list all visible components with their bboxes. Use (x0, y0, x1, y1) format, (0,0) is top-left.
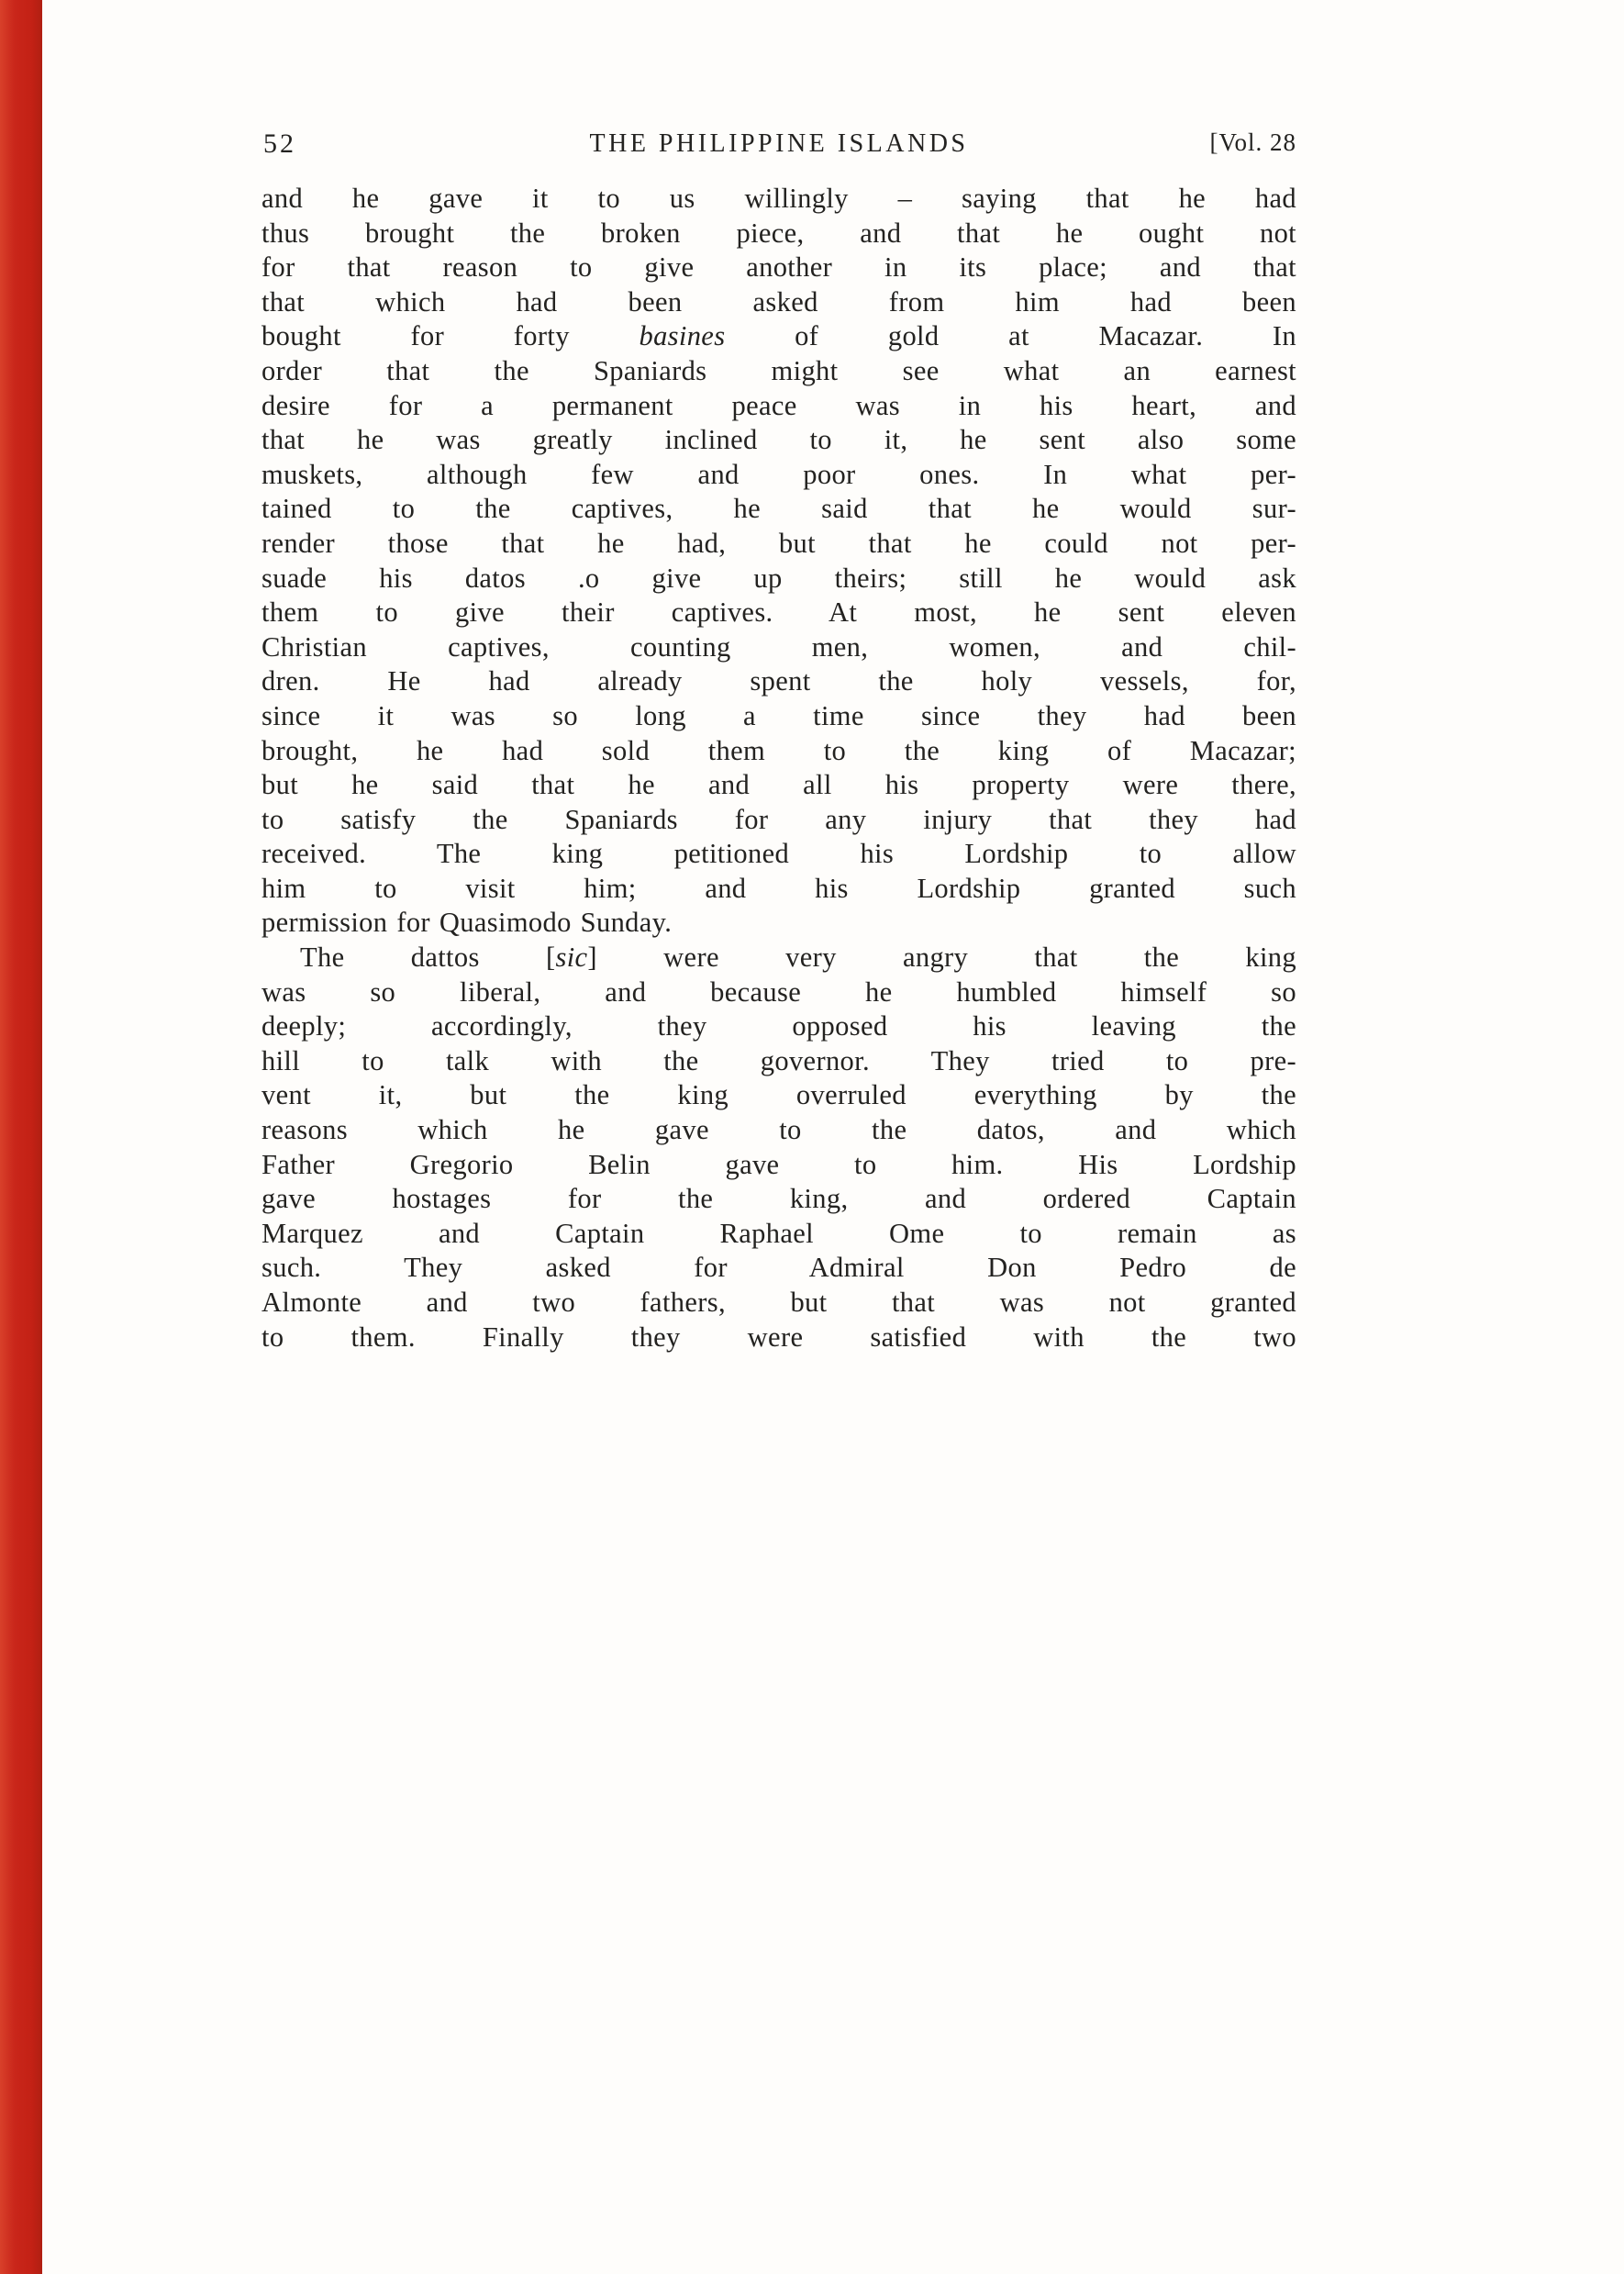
text-line: dren. He had already spent the holy vessels, for, (261, 665, 1296, 697)
text-segment: ] were very angry that the king (587, 942, 1297, 974)
text-line: was so liberal, and because he humbled himself so (261, 975, 1296, 1008)
text-line: them to give their captives. At most, he sent eleven (261, 596, 1296, 629)
text-line: such. They asked for Admiral Don Pedro de (261, 1252, 1296, 1284)
text-line (261, 941, 1296, 975)
text-line: muskets, although few and poor ones. In what per- (261, 458, 1296, 490)
text-line: permission for Quasimodo Sunday. (261, 907, 673, 939)
paragraph-2 (261, 941, 1296, 1354)
text-line: that he was greatly inclined to it, he sent also some (261, 424, 1296, 456)
text-line: suade his datos .o give up theirs; still he would ask (261, 562, 1296, 594)
volume-label: [Vol. 28 (1209, 128, 1296, 156)
text-line: him to visit him; and his Lordship granted such (261, 872, 1296, 904)
page-header (261, 128, 1296, 162)
italic-word: sic (555, 942, 588, 974)
text-line: to them. Finally they were satisfied with the two (261, 1321, 1296, 1353)
italic-word: basines (639, 320, 726, 352)
text-line: received. The king petitioned his Lordship to allow (261, 838, 1296, 870)
text-line: Almonte and two fathers, but that was not granted (261, 1287, 1296, 1318)
text-line: Father Gregorio Belin gave to him. His Lordship (261, 1148, 1296, 1180)
text-line: and he gave it to us willingly – saying that he had (261, 183, 1296, 214)
text-line: order that the Spaniards might see what an earnest (261, 354, 1296, 386)
text-line: Marquez and Captain Raphael Ome to remain as (261, 1217, 1296, 1249)
text-line: but he said that he and all his property were there, (261, 769, 1296, 801)
text-line: for that reason to give another in its place; and that (261, 251, 1296, 284)
paragraph-1 (261, 182, 1296, 941)
running-title: THE PHILIPPINE ISLANDS (589, 129, 969, 158)
text-line: render those that he had, but that he could not per- (261, 527, 1296, 559)
text-line: to satisfy the Spaniards for any injury that they had (261, 803, 1296, 835)
text-line: gave hostages for the king, and ordered Captain (261, 1183, 1296, 1215)
text-line: that which had been asked from him had been (261, 285, 1296, 318)
text-line (261, 319, 1296, 354)
text-line: desire for a permanent peace was in his heart, and (261, 389, 1296, 421)
text-line: since it was so long a time since they had been (261, 699, 1296, 731)
text-line: reasons which he gave to the datos, and which (261, 1114, 1296, 1146)
text-line: tained to the captives, he said that he would sur- (261, 493, 1296, 525)
text-line: thus brought the broken piece, and that he ought not (261, 217, 1296, 249)
text-segment: bought for forty (261, 320, 640, 352)
text-line: Christian captives, counting men, women, and chil- (261, 630, 1296, 663)
text-line: brought, he had sold them to the king of Macazar; (261, 734, 1296, 766)
text-column (261, 128, 1296, 1354)
text-segment: The dattos [ (300, 942, 556, 974)
text-line: hill to talk with the governor. They tried to pre- (261, 1044, 1296, 1076)
text-line: deeply; accordingly, they opposed his leaving the (261, 1010, 1296, 1042)
text-segment: of gold at Macazar. In (725, 320, 1296, 352)
text-line: vent it, but the king overruled everything by the (261, 1079, 1296, 1111)
page-number: 52 (263, 128, 296, 159)
